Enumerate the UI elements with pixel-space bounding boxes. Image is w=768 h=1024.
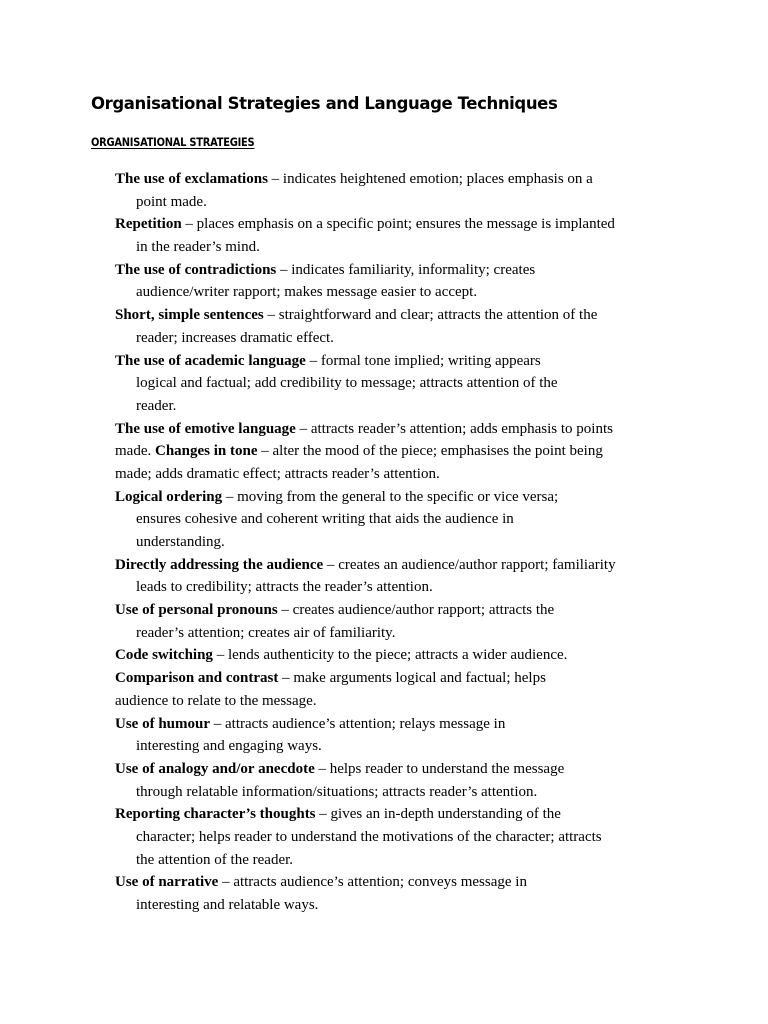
strategy-term: Comparison and contrast	[115, 670, 279, 687]
strategy-description: – indicates heightened emotion; places emphasis on a	[267, 171, 593, 187]
strategy-description: – alter the mood of the piece; emphasises the point being	[257, 443, 603, 460]
strategy-description-continued: through relatable information/situations; attracts reader’s attention.	[136, 783, 538, 800]
strategy-term: Repetition	[115, 216, 182, 233]
strategy-description: – make arguments logical and factual; helps	[278, 670, 546, 687]
strategy-description: – attracts audience’s attention; relays message in	[210, 715, 506, 732]
strategy-description-continued: made; adds dramatic effect; attracts reader’s attention.	[115, 465, 440, 482]
document-title: Organisational Strategies and Language Techniques	[91, 94, 558, 113]
strategy-term: Directly addressing the audience	[115, 556, 324, 573]
strategy-term: Use of narrative	[115, 874, 219, 891]
list-item	[0, 213, 768, 258]
strategy-description: – creates an audience/author rapport; familiarity	[323, 556, 616, 573]
list-item	[0, 486, 768, 554]
strategy-term: Changes in tone	[154, 443, 258, 460]
strategies-list	[0, 168, 768, 917]
section-heading: ORGANISATIONAL STRATEGIES	[91, 135, 255, 149]
list-item	[0, 554, 768, 599]
strategy-term: Reporting character’s thoughts	[115, 806, 316, 823]
strategy-description: – formal tone implied; writing appears	[305, 352, 541, 369]
list-item	[0, 168, 768, 213]
strategy-description: – moving from the general to the specific or vice versa;	[222, 488, 559, 505]
strategy-description: – gives an in-depth understanding of the	[315, 806, 561, 823]
strategy-description-continued: audience/writer rapport; makes message easier to accept.	[136, 284, 478, 301]
list-item	[0, 304, 768, 349]
strategy-term: Use of analogy and/or anecdote	[115, 760, 315, 777]
strategy-description-continued: ensures cohesive and coherent writing that aids the audience in	[136, 511, 514, 528]
strategy-term: Short, simple sentences	[115, 307, 264, 324]
strategy-term: Logical ordering	[115, 488, 223, 505]
list-item	[0, 803, 768, 871]
strategy-description: – creates audience/author rapport; attracts the	[277, 602, 555, 619]
strategy-description-continued: interesting and engaging ways.	[136, 738, 322, 755]
strategy-description-continued: leads to credibility; attracts the reader’s attention.	[136, 579, 433, 596]
strategy-description-continued: understanding.	[136, 534, 225, 550]
strategy-term: The use of exclamations	[115, 171, 268, 187]
strategy-description: – lends authenticity to the piece; attracts a wider audience.	[212, 647, 568, 664]
strategy-description-continued: character; helps reader to understand the motivations of the character; attracts	[136, 828, 602, 845]
list-item	[0, 758, 768, 803]
strategy-description-continued: audience to relate to the message.	[115, 692, 317, 709]
strategy-description-continued: the attention of the reader.	[136, 851, 294, 868]
strategy-term: The use of academic language	[115, 352, 306, 369]
strategy-term: The use of contradictions	[115, 261, 277, 278]
strategy-description: – indicates familiarity, informality; creates	[276, 261, 536, 278]
list-item	[0, 599, 768, 644]
strategy-description-continued: reader.	[136, 397, 177, 414]
strategy-description: – helps reader to understand the message	[314, 760, 565, 777]
strategy-term: Use of personal pronouns	[115, 602, 278, 619]
strategy-description: – attracts reader’s attention; adds emphasis to points	[295, 420, 613, 437]
strategy-description-continued: reader’s attention; creates air of familiarity.	[136, 624, 396, 641]
strategy-term: The use of emotive language	[115, 420, 296, 437]
list-item	[0, 713, 768, 758]
strategy-description: – attracts audience’s attention; conveys message in	[218, 874, 527, 891]
strategy-description-continued: made.	[115, 443, 155, 460]
list-item	[0, 871, 768, 916]
strategy-description-continued: reader; increases dramatic effect.	[136, 329, 334, 346]
strategy-description-continued: logical and factual; add credibility to message; attracts attention of the	[136, 375, 558, 392]
list-item	[0, 418, 768, 486]
strategy-term: Code switching	[115, 647, 213, 664]
list-item	[0, 259, 768, 304]
list-item	[0, 644, 768, 712]
strategy-description: – places emphasis on a specific point; ensures the message is implanted	[181, 216, 615, 233]
strategy-description-continued: in the reader’s mind.	[136, 239, 260, 256]
strategy-description-continued: point made.	[136, 193, 207, 210]
strategy-description: – straightforward and clear; attracts the attention of the	[263, 307, 598, 324]
strategy-term: Use of humour	[115, 715, 211, 732]
strategy-description-continued: interesting and relatable ways.	[136, 897, 319, 913]
list-item	[0, 350, 768, 418]
